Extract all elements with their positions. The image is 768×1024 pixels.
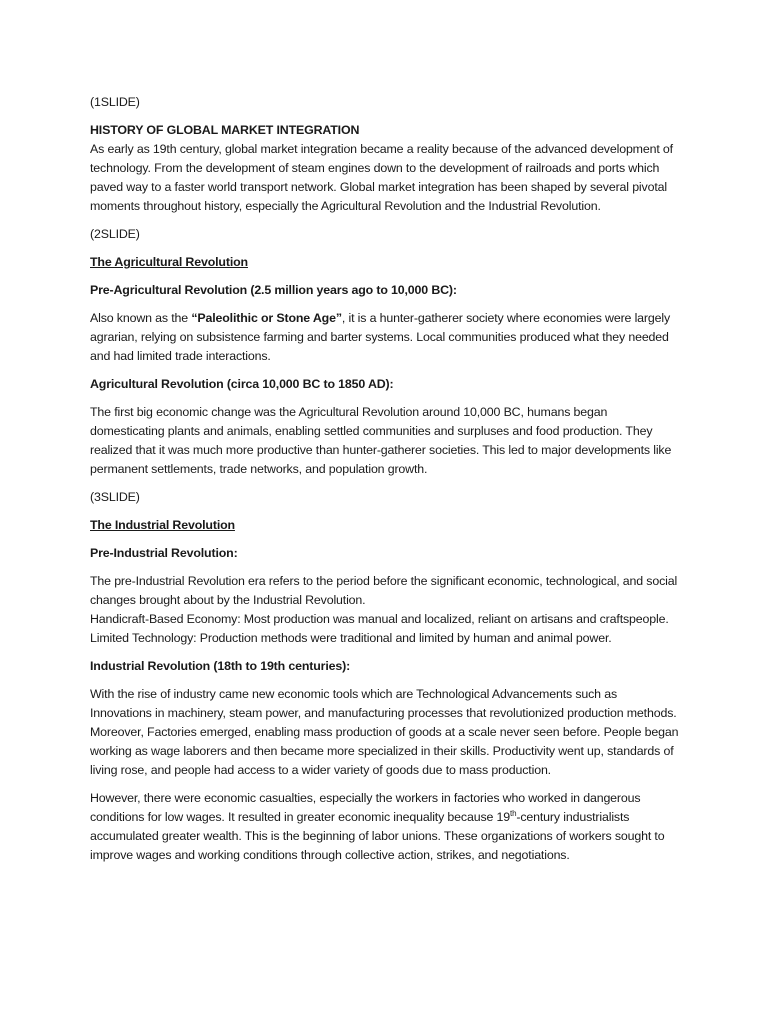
ordinal-superscript: th: [510, 808, 517, 818]
industrial-revolution-paragraph: With the rise of industry came new economic tools which are Technological Advancements such as Innovations in machinery, steam power, and manufacturing processes that revolutionized production methods. Moreover, Factories emerged, enabling mass production of goods at a scale never seen before. People began working as wage laborers and then became more specialized in their skills. Productivity went up, standards of living rose, and people had access to a wider variety of goods due to mass production.: [90, 687, 679, 777]
pre-industrial-line-1: The pre-Industrial Revolution era refers to the period before the significant economic, technological, and social changes brought about by the Industrial Revolution.: [90, 574, 678, 607]
paleolithic-term: “Paleolithic or Stone Age”: [191, 311, 342, 325]
casualties-text-start: However, there were economic casualties, especially the workers in factories who worked in dangerous conditions for low wages. It resulted in greater economic inequality because 19: [90, 791, 641, 824]
pre-agricultural-heading: Pre-Agricultural Revolution (2.5 million years ago to 10,000 BC):: [90, 283, 457, 297]
industrial-revolution-heading: The Industrial Revolution: [90, 518, 235, 532]
pre-agricultural-paragraph: [90, 309, 680, 366]
intro-paragraph: As early as 19th century, global market integration became a reality because of the advanced development of technology. From the development of steam engines down to the development of railroads and ports which paved way to a faster world transport network. Global market integration has been shaped by several pivotal moments throughout history, especially the Agricultural Revolution and the Industrial Revolution.: [90, 142, 673, 213]
agricultural-revolution-subheading: Agricultural Revolution (circa 10,000 BC to 1850 AD):: [90, 377, 394, 391]
document-title-block: [90, 121, 680, 140]
agricultural-revolution-heading: The Agricultural Revolution: [90, 255, 248, 269]
slide3-label: (3SLIDE): [90, 490, 140, 504]
industrial-revolution-subheading: Industrial Revolution (18th to 19th centuries):: [90, 659, 351, 673]
slide1-label: (1SLIDE): [90, 95, 140, 109]
agricultural-revolution-paragraph: The first big economic change was the Agricultural Revolution around 10,000 BC, humans began domesticating plants and animals, enabling settled communities and surpluses and food production. They realized that it was much more productive than hunter-gatherer societies. This led to major developments like permanent settlements, trade networks, and population growth.: [90, 405, 672, 476]
pre-industrial-heading: Pre-Industrial Revolution:: [90, 546, 238, 560]
casualties-text-end: -century industrialists accumulated greater wealth. This is the beginning of labor unions. These organizations of workers sought to improve wages and working conditions through collective action, strikes, and negotiations.: [90, 810, 665, 862]
document-page: [90, 93, 680, 874]
economic-casualties-paragraph: [90, 789, 680, 865]
document-title: HISTORY OF GLOBAL MARKET INTEGRATION: [90, 123, 360, 137]
slide2-label: (2SLIDE): [90, 227, 140, 241]
pre-industrial-line-2: Handicraft-Based Economy: Most production was manual and localized, reliant on artisans and craftspeople.: [90, 612, 669, 626]
pre-agricultural-text-end: , it is a hunter-gatherer society where economies were largely agrarian, relying on subsistence farming and barter systems. Local communities produced what they needed and had limited trade interactions.: [90, 311, 671, 363]
pre-industrial-block: [90, 572, 680, 648]
pre-industrial-line-3: Limited Technology: Production methods were traditional and limited by human and animal power.: [90, 631, 612, 645]
pre-agricultural-text-start: Also known as the: [90, 311, 192, 325]
